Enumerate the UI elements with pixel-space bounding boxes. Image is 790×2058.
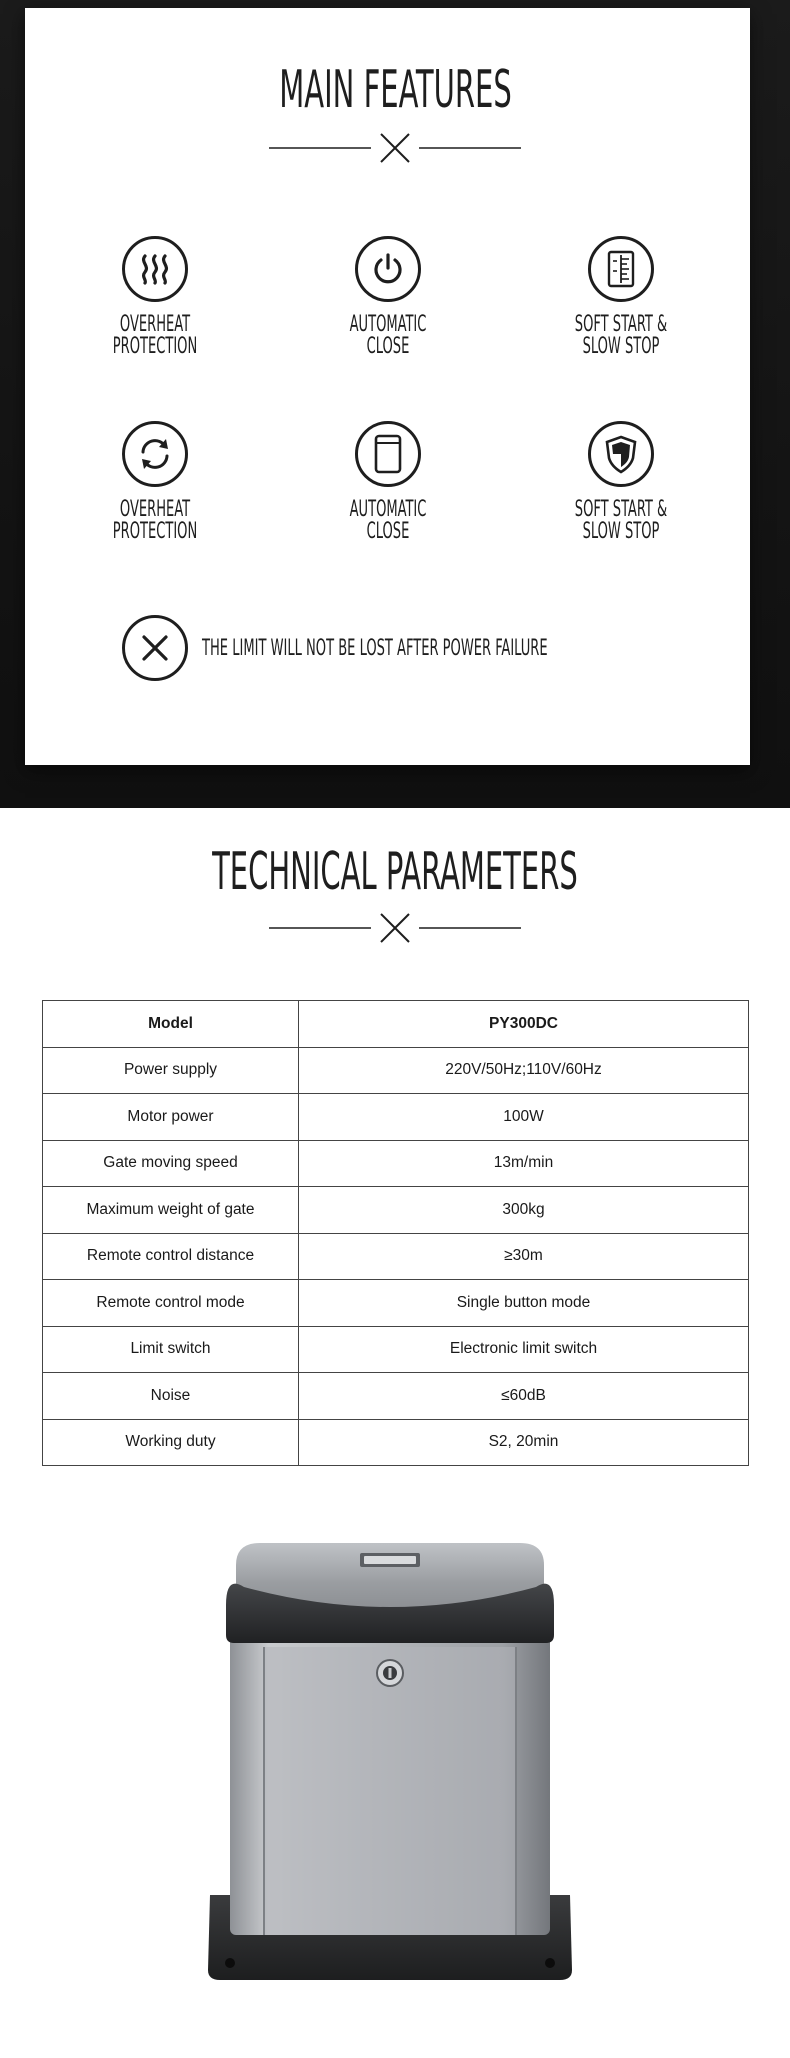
technical-title: TECHNICAL PARAMETERS [212, 842, 578, 902]
table-row [43, 1094, 749, 1141]
table-row [43, 1140, 749, 1187]
feature-soft-start-slow-stop-2: SOFT START & SLOW STOP [521, 421, 721, 543]
param-value: S2, 20min [299, 1419, 749, 1466]
table-row [43, 1373, 749, 1420]
param-value: ≤60dB [299, 1373, 749, 1420]
shield-icon [588, 421, 654, 487]
features-title: MAIN FEATURES [278, 60, 512, 120]
gate-motor-product-image [200, 1535, 580, 1995]
features-divider [0, 128, 790, 168]
refresh-icon [122, 421, 188, 487]
feature-automatic-close: AUTOMATIC CLOSE [288, 236, 488, 358]
table-header-row [43, 1001, 749, 1048]
param-name: Working duty [43, 1419, 299, 1466]
param-name: Power supply [43, 1047, 299, 1094]
param-name: Remote control mode [43, 1280, 299, 1327]
param-name: Noise [43, 1373, 299, 1420]
table-row [43, 1419, 749, 1466]
gauge-icon [588, 236, 654, 302]
table-row [43, 1187, 749, 1234]
param-name: Limit switch [43, 1326, 299, 1373]
param-value: 300kg [299, 1187, 749, 1234]
technical-parameters-table [42, 1000, 749, 1466]
power-icon [355, 236, 421, 302]
param-name: Maximum weight of gate [43, 1187, 299, 1234]
technical-divider [0, 908, 790, 948]
table-row [43, 1233, 749, 1280]
feature-limit-retention [122, 615, 726, 681]
feature-overheat-protection-2: OVERHEAT PROTECTION [55, 421, 255, 543]
param-value: Single button mode [299, 1280, 749, 1327]
table-row [43, 1280, 749, 1327]
param-value: 220V/50Hz;110V/60Hz [299, 1047, 749, 1094]
heat-waves-icon [122, 236, 188, 302]
param-value: Electronic limit switch [299, 1326, 749, 1373]
param-name: Motor power [43, 1094, 299, 1141]
param-value: 13m/min [299, 1140, 749, 1187]
feature-automatic-close-2: AUTOMATIC CLOSE [288, 421, 488, 543]
feature-overheat-protection: OVERHEAT PROTECTION [55, 236, 255, 358]
param-value: 100W [299, 1094, 749, 1141]
limit-text: THE LIMIT WILL NOT BE LOST AFTER POWER FAILURE [202, 635, 548, 661]
table-header-value: PY300DC [299, 1001, 749, 1048]
param-value: ≥30m [299, 1233, 749, 1280]
param-name: Gate moving speed [43, 1140, 299, 1187]
feature-soft-start-slow-stop: SOFT START & SLOW STOP [521, 236, 721, 358]
device-icon [355, 421, 421, 487]
table-row [43, 1047, 749, 1094]
table-row [43, 1326, 749, 1373]
table-header-param: Model [43, 1001, 299, 1048]
param-name: Remote control distance [43, 1233, 299, 1280]
